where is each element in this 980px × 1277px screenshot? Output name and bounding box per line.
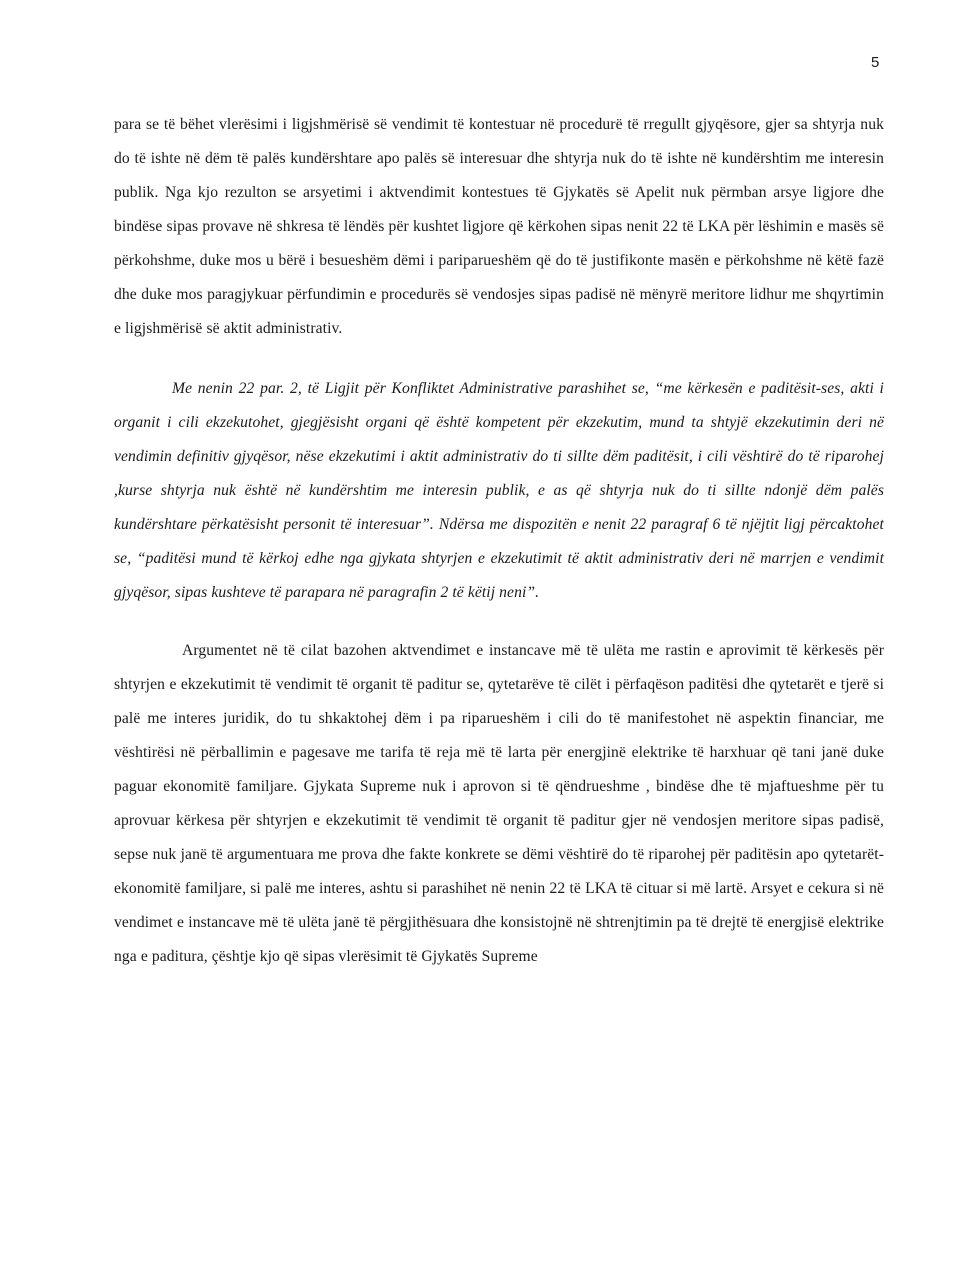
document-body: [114, 108, 884, 974]
paragraph-legal-citation: Me nenin 22 par. 2, të Ligjit për Konfliktet Administrative parashihet se, “me kërkesën e paditësit-ses, akti i organit i cili ekzekutohet, gjegjësisht organi që është kompetent për ekzekutim, mund ta shtyjë ekzekutimin deri në vendimin definitiv gjyqësor, nëse ekzekutimi i aktit administrativ do ti sillte dëm paditësit, i cili vështirë do të riparohej ,kurse shtyrja nuk është në kundërshtim me interesin publik, e as që shtyrja nuk do ti sillte ndonjë dëm palës kundërshtare përkatësisht personit të interesuar”. Ndërsa me dispozitën e nenit 22 paragraf 6 të njëjtit ligj përcaktohet se, “paditësi mund të kërkoj edhe nga gjykata shtyrjen e ekzekutimit të aktit administrativ deri në marrjen e vendimit gjyqësor, sipas kushteve të parapara në paragrafin 2 të këtij neni”.: [114, 380, 884, 601]
paragraph-arguments: Argumentet në të cilat bazohen aktvendimet e instancave më të ulëta me rastin e aprovimit të kërkesës për shtyrjen e ekzekutimit të vendimit të organit të paditur se, qytetarëve të cilët i përfaqëson paditësi dhe qytetarët e tjerë si palë me interes juridik, do tu shkaktohej dëm i pa riparueshëm i cili do të manifestohet në aspektin financiar, me vështirësi në përballimin e pagesave me tarifa të reja më të larta për energjinë elektrike të harxhuar që tani janë duke paguar ekonomitë familjare. Gjykata Supreme nuk i aprovon si të qëndrueshme , bindëse dhe të mjaftueshme për tu aprovuar kërkesa për shtyrjen e ekzekutimit të vendimit të organit të paditur gjer në vendosjen meritore sipas padisë, sepse nuk janë të argumentuara me prova dhe fakte konkrete se dëmi vështirë do të riparohej për paditësin apo qytetarët-ekonomitë familjare, si palë me interes, ashtu si parashihet në nenin 22 të LKA të cituar si më lartë. Arsyet e cekura si në vendimet e instancave më të ulëta janë të përgjithësuara dhe konsistojnë në shtrenjtimin pa të drejtë të energjisë elektrike nga e paditura, çështje kjo që sipas vlerësimit të Gjykatës Supreme: [114, 642, 884, 965]
paragraph-reasoning: para se të bëhet vlerësimi i ligjshmërisë së vendimit të kontestuar në procedurë të rregullt gjyqësore, gjer sa shtyrja nuk do të ishte në dëm të palës kundërshtare apo palës së interesuar dhe shtyrja nuk do të ishte në kundërshtim me interesin publik. Nga kjo rezulton se arsyetimi i aktvendimit kontestues të Gjykatës së Apelit nuk përmban arsye ligjore dhe bindëse sipas provave në shkresa të lëndës për kushtet ligjore që kërkohen sipas nenit 22 të LKA për lëshimin e masës së përkohshme, duke mos u bërë i besueshëm dëmi i pariparueshëm që do të justifikonte masën e përkohshme në këtë fazë dhe duke mos paragjykuar përfundimin e procedurës së vendosjes sipas padisë në mënyrë meritore lidhur me shqyrtimin e ligjshmërisë së aktit administrativ.: [114, 116, 884, 337]
page-number: 5: [871, 54, 880, 71]
